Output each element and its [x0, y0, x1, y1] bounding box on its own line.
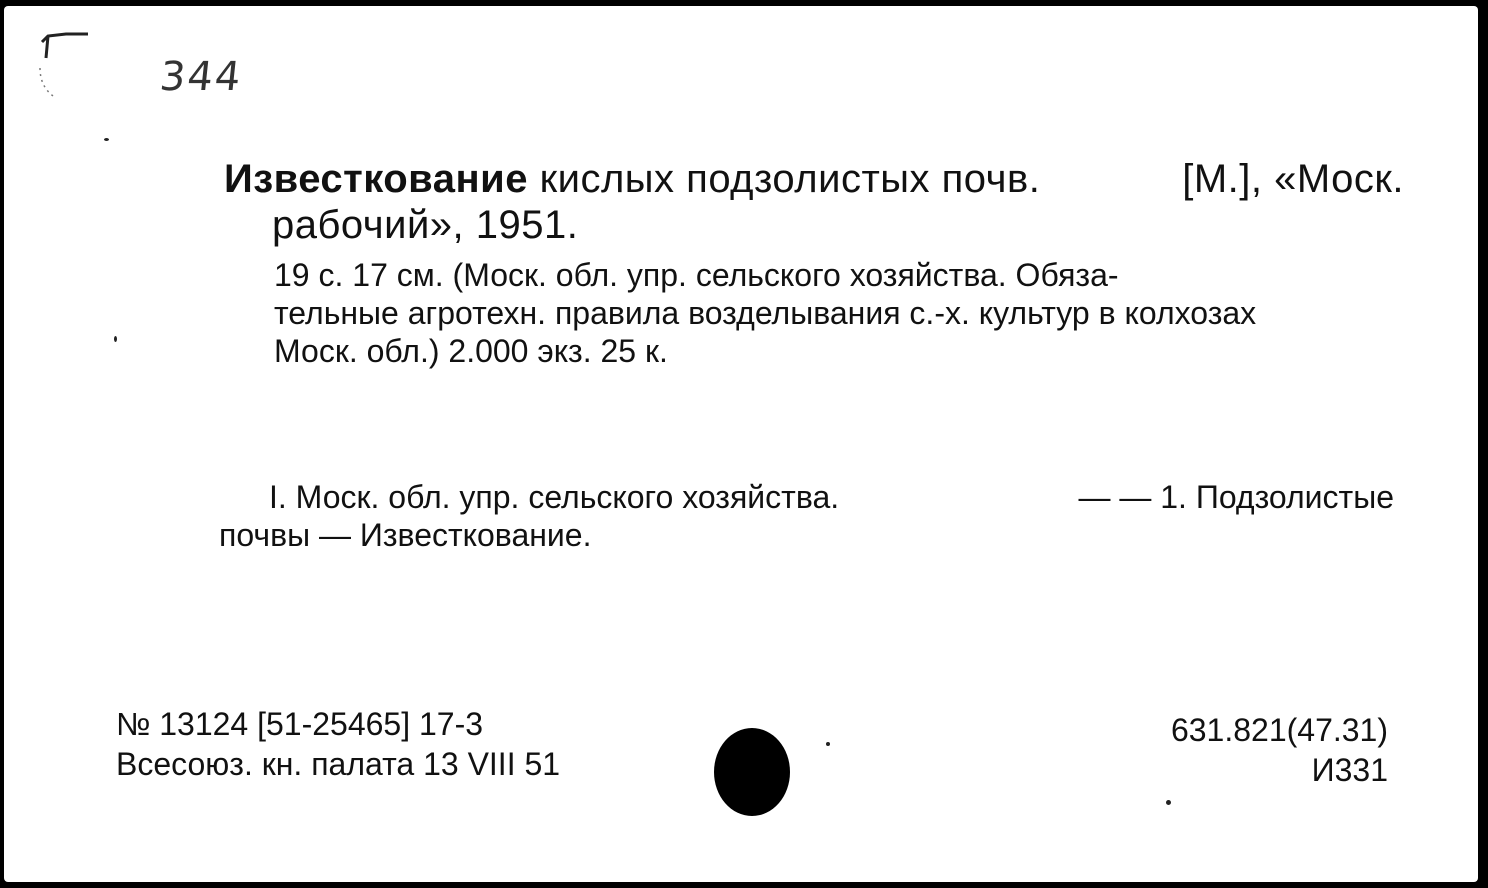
classification-code — [1171, 710, 1388, 790]
description-line: Моск. обл.) 2.000 экз. 25 к. — [274, 333, 668, 369]
ink-speck — [114, 336, 117, 342]
heading-word: Известкование — [224, 157, 528, 201]
registration-number: № 13124 [51-25465] 17-3 — [116, 706, 484, 742]
title-line-2: рабочий», 1951. — [272, 203, 579, 247]
description-line: тельные агротехн. правила возделывания с.-х. культур в колхозах — [274, 295, 1257, 331]
subject-right: — — 1. Подзолистые — [1078, 479, 1394, 515]
subject-line-1 — [219, 478, 1394, 516]
publisher-text: [М.], «Моск. — [1182, 157, 1404, 201]
author-mark: И331 — [1311, 752, 1388, 788]
chamber-stamp: Всесоюз. кн. палата 13 VIII 51 — [116, 746, 561, 782]
title-line-1 — [224, 156, 1404, 202]
ink-speck — [1166, 800, 1171, 805]
ink-speck — [826, 742, 830, 746]
title-text: кислых подзолистых почв. — [539, 157, 1041, 201]
subject-left: I. Моск. обл. упр. сельского хозяйства. — [269, 479, 840, 515]
pencil-mark-icon — [36, 28, 106, 108]
handwritten-number: 344 — [157, 54, 245, 100]
ink-speck — [104, 138, 109, 141]
subject-headings — [219, 478, 1394, 554]
title-block — [224, 156, 1404, 248]
punch-hole — [714, 728, 790, 816]
catalog-card — [4, 6, 1478, 882]
udc-code: 631.821(47.31) — [1170, 712, 1388, 748]
description — [274, 256, 1402, 370]
registration-info — [116, 704, 560, 784]
subject-line-2: почвы — Известкование. — [219, 517, 592, 553]
description-line: 19 с. 17 см. (Моск. обл. упр. сельского хозяйства. Обяза- — [274, 257, 1119, 293]
